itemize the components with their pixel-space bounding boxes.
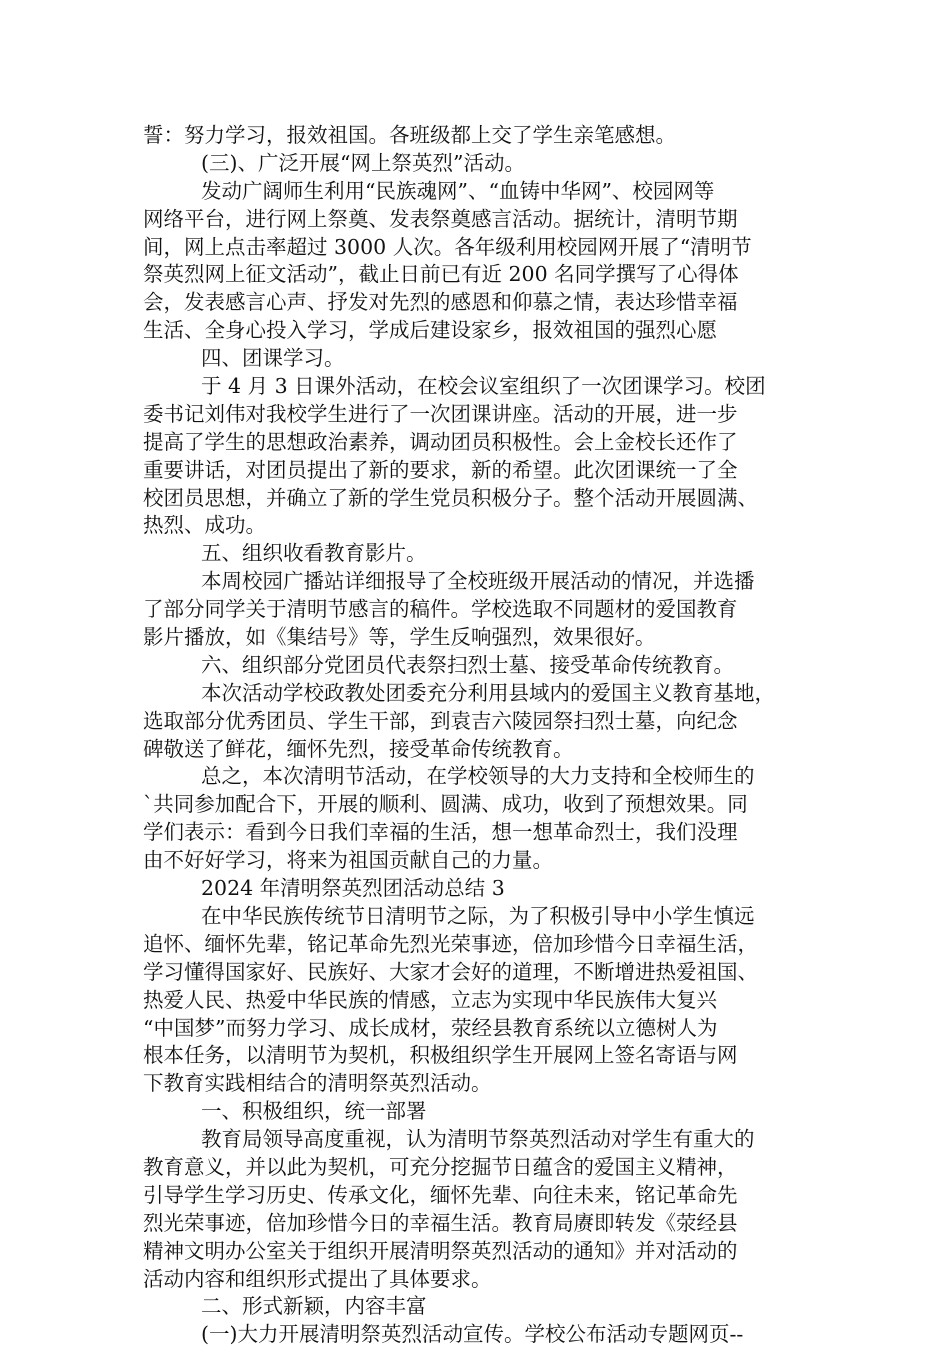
text-line: 总之，本次清明节活动，在学校领导的大力支持和全校师生的 (201, 764, 755, 789)
text-line: 间，网上点击率超过 3000 人次。各年级利用校园网开展了“清明节 (143, 234, 752, 259)
text-line: 二、形式新颖，内容丰富 (201, 1294, 427, 1319)
text-line: 发动广阔师生利用“民族魂网”、“血铸中华网”、校园网等 (201, 178, 715, 203)
text-line: 引导学生学习历史、传承文化，缅怀先辈、向往未来，铭记革命先 (143, 1182, 738, 1207)
text-line: 会，发表感言心声、抒发对先烈的感恩和仰慕之情，表达珍惜幸福 (143, 290, 738, 315)
text-line: 下教育实践相结合的清明祭英烈活动。 (143, 1071, 492, 1096)
text-line: 在中华民族传统节日清明节之际，为了积极引导中小学生慎远 (201, 903, 755, 928)
text-line: “中国梦”而努力学习、成长成材，荥经县教育系统以立德树人为 (143, 1015, 718, 1040)
text-line: 于 4 月 3 日课外活动，在校会议室组织了一次团课学习。校团 (201, 374, 766, 399)
text-line: 烈光荣事迹，倍加珍惜今日的幸福生活。教育局赓即转发《荥经县 (143, 1210, 738, 1235)
text-line: 重要讲话，对团员提出了新的要求，新的希望。此次团课统一了全 (143, 457, 738, 482)
text-line: 祭英烈网上征文活动”，截止日前已有近 200 名同学撰写了心得体 (143, 262, 739, 287)
text-line: 了部分同学关于清明节感言的稿件。学校选取不同题材的爱国教育 (143, 597, 738, 622)
text-line: 2024 年清明祭英烈团活动总结 3 (201, 876, 505, 901)
text-line: 誓：努力学习，报效祖国。各班级都上交了学生亲笔感想。 (143, 123, 676, 147)
text-line: 影片播放，如《集结号》等，学生反响强烈，效果很好。 (143, 625, 656, 650)
text-line: 五、组织收看教育影片。 (201, 541, 427, 566)
text-line: 热爱人民、热爱中华民族的情感，立志为实现中华民族伟大复兴 (143, 987, 717, 1012)
text-line: 由不好好学习，将来为祖国贡献自己的力量。 (143, 848, 553, 873)
text-line: 学们表示：看到今日我们幸福的生活，想一想革命烈士，我们没理 (143, 820, 738, 845)
text-line: 网络平台，进行网上祭奠、发表祭奠感言活动。据统计，清明节期 (143, 206, 738, 231)
text-line: 六、组织部分党团员代表祭扫烈士墓、接受革命传统教育。 (201, 652, 734, 677)
text-line: 四、团课学习。 (201, 346, 345, 371)
document-body (143, 122, 811, 1349)
text-line: 教育意义，并以此为契机，可充分挖掘节日蕴含的爱国主义精神， (143, 1154, 738, 1179)
text-line: 校团员思想，并确立了新的学生党员积极分子。整个活动开展圆满、 (143, 485, 758, 510)
text-line: 本周校园广播站详细报导了全校班级开展活动的情况，并选播 (201, 569, 755, 594)
text-line: 追怀、缅怀先辈，铭记革命先烈光荣事迹，倍加珍惜今日幸福生活， (143, 931, 758, 956)
text-line: 活动内容和组织形式提出了具体要求。 (143, 1266, 492, 1291)
text-line: 碑敬送了鲜花，缅怀先烈，接受革命传统教育。 (143, 736, 574, 761)
text-line: `共同参加配合下，开展的顺利、圆满、成功，收到了预想效果。同 (143, 792, 748, 817)
text-line: 学习懂得国家好、民族好、大家才会好的道理，不断增进热爱祖国、 (143, 959, 758, 984)
text-line: 生活、全身心投入学习，学成后建设家乡，报效祖国的强烈心愿 (143, 318, 717, 343)
text-line: 根本任务，以清明节为契机，积极组织学生开展网上签名寄语与网 (143, 1043, 738, 1068)
text-line: 热烈、成功。 (143, 513, 266, 538)
text-line: 提高了学生的思想政治素养，调动团员积极性。会上金校长还作了 (143, 429, 738, 454)
text-line: 精神文明办公室关于组织开展清明祭英烈活动的通知》并对活动的 (143, 1238, 738, 1263)
text-line: (三)、广泛开展“网上祭英烈”活动。 (201, 150, 525, 175)
text-line: 选取部分优秀团员、学生干部，到袁吉六陵园祭扫烈士墓，向纪念 (143, 708, 738, 733)
text-line: 一、积极组织，统一部署 (201, 1099, 427, 1124)
text-line: 本次活动学校政教处团委充分利用县域内的爱国主义教育基地， (201, 680, 775, 705)
text-line: (一)大力开展清明祭英烈活动宣传。学校公布活动专题网页-- (201, 1322, 744, 1347)
text-line: 教育局领导高度重视，认为清明节祭英烈活动对学生有重大的 (201, 1127, 755, 1152)
text-line: 委书记刘伟对我校学生进行了一次团课讲座。活动的开展，进一步 (143, 401, 738, 426)
